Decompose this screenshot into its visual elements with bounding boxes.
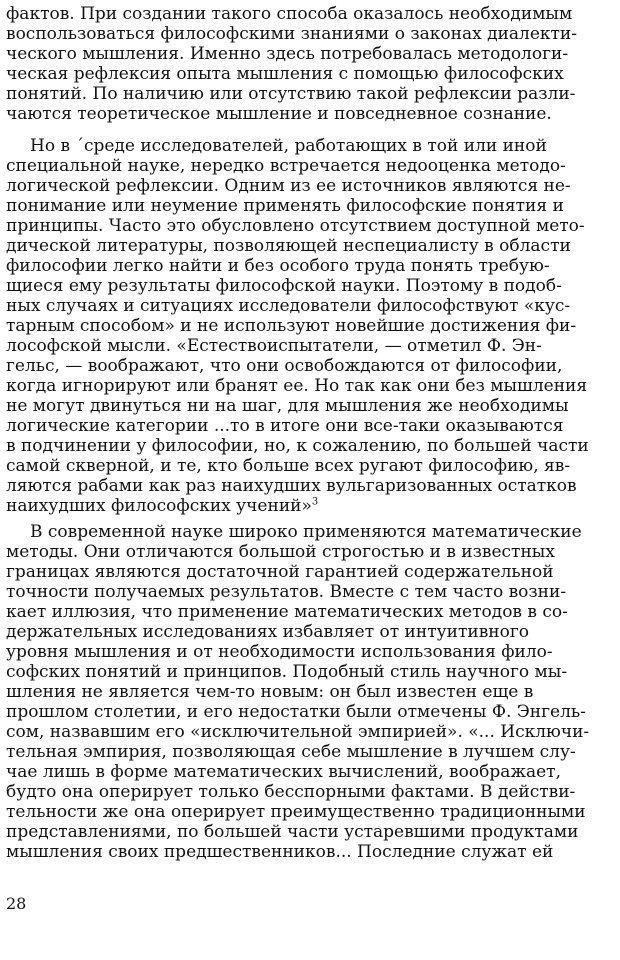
text-line: сом, назвавшим его «исключительной эмпирией». «... Исключи-	[6, 722, 590, 742]
text-line: воспользоваться философскими знаниями о законах диалекти-	[6, 24, 577, 44]
text-line: самой скверной, и те, кто больше всех ругают философию, яв-	[6, 456, 571, 476]
text-line: уровня мышления и от необходимости использования фило-	[6, 642, 553, 662]
text-line: будто она оперирует только бесспорными фактами. В действи-	[6, 782, 576, 802]
text-line: когда игнорируют или бранят ее. Но так как они без мышления	[6, 376, 588, 396]
text-line: фактов. При создании такого способа оказалось необходимым	[6, 4, 573, 24]
text-line: тельная эмпирия, позволяющая себе мышление в лучшем слу-	[6, 742, 576, 762]
text-line: чаются теоретическое мышление и повседневное сознание.	[6, 104, 552, 124]
text-line: софских понятий и принципов. Подобный стиль научного мы-	[6, 662, 568, 682]
text-line: ческого мышления. Именно здесь потребовалась методологи-	[6, 44, 569, 64]
text-line: философии легко найти и без особого труда понять требую-	[6, 256, 550, 276]
text-line: понятий. По наличию или отсутствию такой рефлексии разли-	[6, 84, 576, 104]
footnote-marker: 3	[311, 496, 319, 508]
text-line: гельс, — воображают, что они освобождаются от философии,	[6, 356, 563, 376]
text-line: представлениями, по большей части устаревшими продуктами	[6, 822, 579, 842]
text-line: шления не является чем-то новым: он был известен еще в	[6, 682, 534, 702]
text-line: не могут двинуться ни на шаг, для мышления же необходимы	[6, 396, 569, 416]
text-line: чае лишь в форме математических вычислений, воображает,	[6, 762, 561, 782]
text-line: держательных исследованиях избавляет от интуитивного	[6, 622, 529, 642]
text-line: методы. Они отличаются большой строгостью и в известных	[6, 542, 555, 562]
text-line: ческая рефлексия опыта мышления с помощью философских	[6, 64, 564, 84]
text-line: В современной науке широко применяются математические	[30, 522, 582, 542]
text-line: ных случаях и ситуациях исследователи философствуют «кус-	[6, 296, 571, 316]
text-line: Но в ˊсреде исследователей, работающих в той или иной	[30, 136, 547, 156]
text-line: точности получаемых результатов. Вместе с тем часто возни-	[6, 582, 567, 602]
text-line: прошлом столетии, и его недостатки были отмечены Ф. Энгель-	[6, 702, 586, 722]
text-line: тельности же она оперирует преимущественно традиционными	[6, 802, 586, 822]
text-line: границах являются достаточной гарантией содержательной	[6, 562, 554, 582]
book-page	[6, 4, 612, 954]
text-line: принципы. Часто это обусловлено отсутствием доступной мето-	[6, 216, 585, 236]
text-line: мышления своих предшественников... Последние служат ей	[6, 842, 554, 862]
text-line: в подчинении у философии, но, к сожалению, по большей части	[6, 436, 589, 456]
text-line: щиеся ему результаты философской науки. Поэтому в подоб-	[6, 276, 562, 296]
text-line: ляются рабами как раз наихудших вульгаризованных остатков	[6, 476, 577, 496]
text-line: кает иллюзия, что применение математических методов в со-	[6, 602, 568, 622]
text-line: логической рефлексии. Одним из ее источников являются не-	[6, 176, 571, 196]
text-line: дической литературы, позволяющей неспециалисту в области	[6, 236, 571, 256]
text-line: логические категории ...то в итоге они все-таки оказываются	[6, 416, 564, 436]
text-line-content: наихудших философских учений»	[6, 496, 312, 516]
text-line: специальной науке, нередко встречается недооценка методо-	[6, 156, 566, 176]
text-line: лософской мысли. «Естествоиспытатели, — отметил Ф. Эн-	[6, 336, 542, 356]
page-number: 28	[6, 894, 27, 913]
text-line-with-footnote	[6, 496, 318, 516]
text-line: тарным способом» и не используют новейшие достижения фи-	[6, 316, 577, 336]
text-line: понимание или неумение применять философские понятия и	[6, 196, 564, 216]
